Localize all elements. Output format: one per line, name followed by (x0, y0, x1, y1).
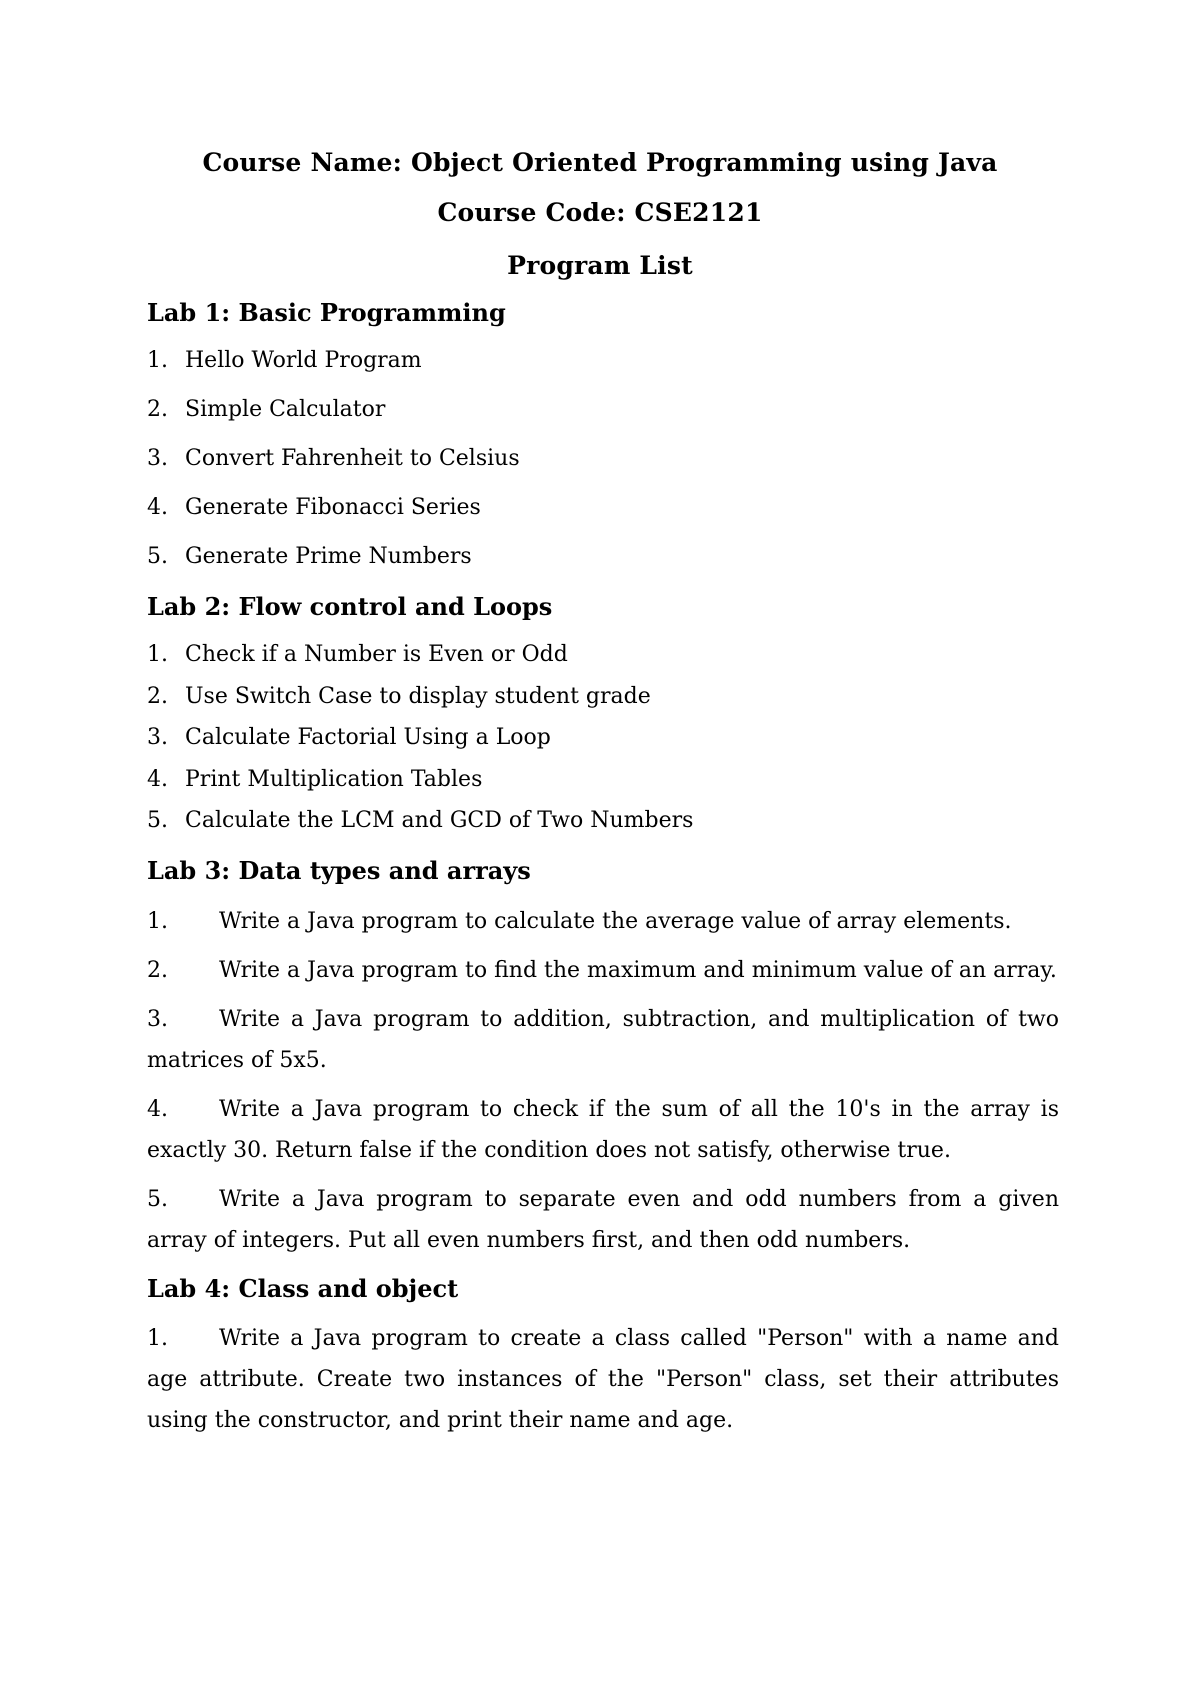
program-list-title: Program List (507, 251, 693, 280)
item-text: Generate Fibonacci Series (185, 495, 481, 520)
lab-1-item-2 (147, 397, 385, 422)
item-text: Hello World Program (185, 348, 422, 373)
lab-3-item-3 (147, 999, 1059, 1081)
lab-2-heading: Lab 2: Flow control and Loops (147, 592, 553, 621)
item-number: 3. (147, 1007, 168, 1032)
item-number: 4. (147, 1097, 168, 1122)
item-text: Calculate the LCM and GCD of Two Numbers (185, 808, 694, 833)
item-number: 4. (147, 495, 168, 520)
item-text: Simple Calculator (185, 397, 386, 422)
lab-1-item-1 (147, 348, 422, 373)
item-number: 1. (147, 1326, 168, 1351)
item-text: Print Multiplication Tables (185, 767, 483, 792)
item-number: 5. (147, 808, 168, 833)
item-number: 2. (147, 958, 168, 983)
lab-4-item-1 (147, 1318, 1059, 1441)
lab-2-item-2 (147, 684, 651, 709)
lab-3-item-4 (147, 1089, 1059, 1171)
lab-3-heading: Lab 3: Data types and arrays (147, 856, 531, 885)
lab-1-item-4 (147, 495, 481, 520)
item-number: 5. (147, 544, 168, 569)
item-text: Generate Prime Numbers (185, 544, 472, 569)
item-number: 2. (147, 397, 168, 422)
course-name: Course Name: Object Oriented Programming using Java (202, 148, 998, 177)
item-text: Use Switch Case to display student grade (185, 684, 651, 709)
lab-2-item-5 (147, 808, 693, 833)
item-text: Write a Java program to separate even and odd numbers from a given array of integers. Put all even numbers first, and then odd numbers. (147, 1187, 1059, 1253)
lab-1-heading: Lab 1: Basic Programming (147, 298, 506, 327)
item-number: 4. (147, 767, 168, 792)
lab-1-item-5 (147, 544, 472, 569)
item-number: 3. (147, 446, 168, 471)
lab-2-item-1 (147, 642, 568, 667)
item-number: 2. (147, 684, 168, 709)
lab-2-item-4 (147, 767, 482, 792)
item-number: 5. (147, 1187, 168, 1212)
item-text: Convert Fahrenheit to Celsius (185, 446, 520, 471)
item-number: 1. (147, 348, 168, 373)
lab-4-heading: Lab 4: Class and object (147, 1274, 459, 1303)
course-code: Course Code: CSE2121 (437, 198, 763, 227)
item-text: Write a Java program to calculate the average value of array elements. (219, 909, 1012, 934)
item-number: 1. (147, 642, 168, 667)
item-text: Write a Java program to addition, subtraction, and multiplication of two matrices of 5x5. (147, 1007, 1059, 1073)
item-text: Write a Java program to find the maximum and minimum value of an array. (219, 958, 1057, 983)
lab-1-item-3 (147, 446, 520, 471)
item-number: 1. (147, 909, 168, 934)
lab-3-item-1 (147, 901, 1059, 942)
item-text: Check if a Number is Even or Odd (185, 642, 568, 667)
lab-3-item-5 (147, 1179, 1059, 1261)
item-text: Write a Java program to create a class called "Person" with a name and age attribute. Create two instances of the "Person" class, set their attributes using the constructor, and print their name and age. (147, 1326, 1059, 1433)
lab-3-item-2 (147, 950, 1059, 991)
item-text: Calculate Factorial Using a Loop (185, 725, 551, 750)
item-number: 3. (147, 725, 168, 750)
lab-2-item-3 (147, 725, 551, 750)
item-text: Write a Java program to check if the sum of all the 10's in the array is exactly 30. Return false if the condition does not satisfy, otherwise true. (147, 1097, 1059, 1163)
